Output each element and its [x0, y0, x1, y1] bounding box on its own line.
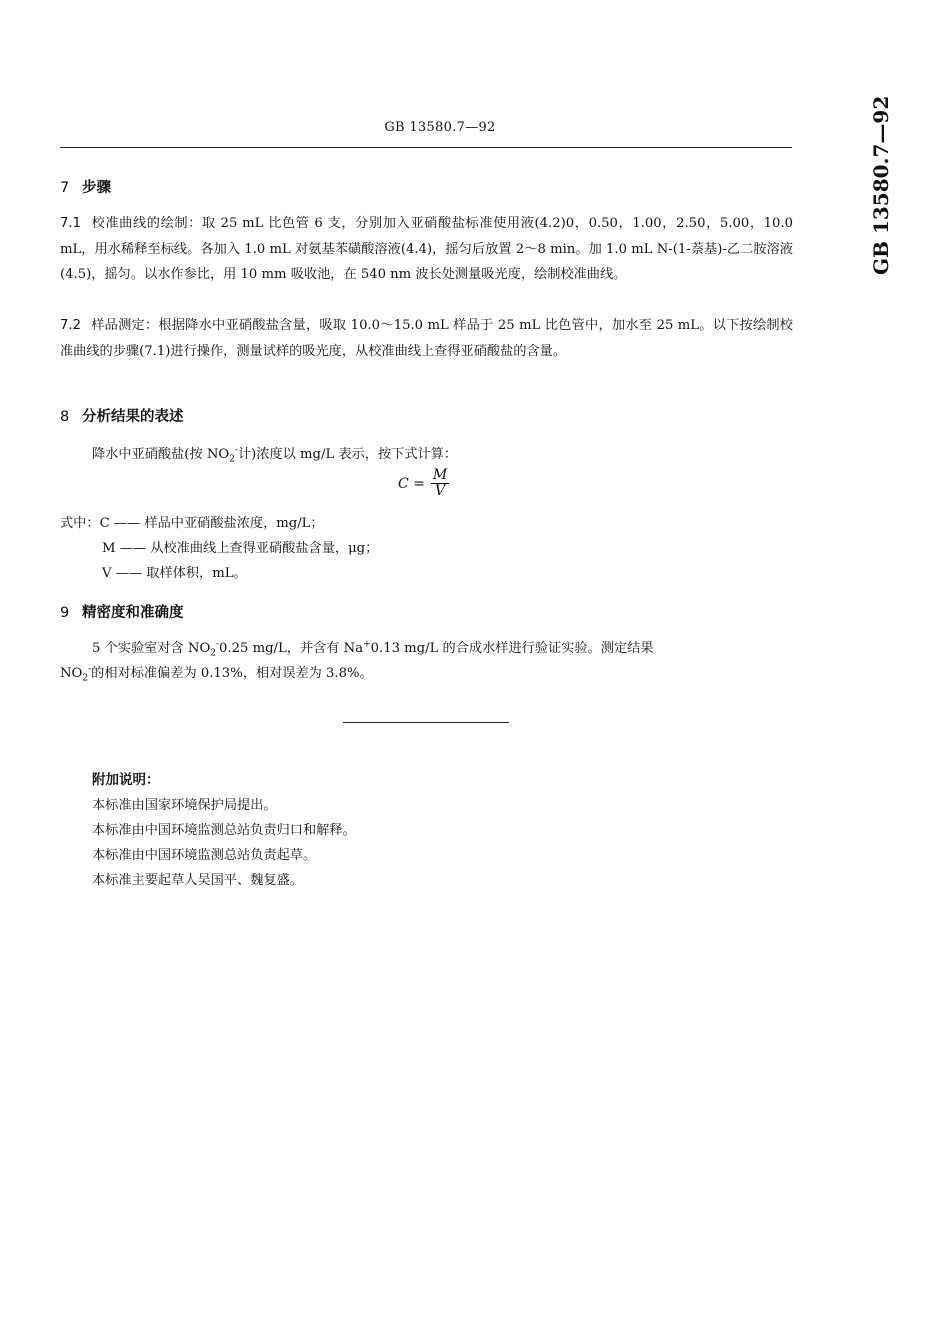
- header-divider: [60, 147, 792, 148]
- definition-c: 式中：C —— 样品中亚硝酸盐浓度，mg/L；: [60, 516, 324, 531]
- section-9-heading: [60, 601, 184, 622]
- section-8-intro: 降水中亚硝酸盐(按 $NO_2^-$计)浓度以 mg/L 表示，按下式计算：: [92, 445, 458, 465]
- section-number: 7: [60, 180, 70, 196]
- section-8-heading: [60, 405, 184, 426]
- end-divider: [343, 722, 509, 723]
- paragraph-7-1: [60, 211, 793, 288]
- section-title: 步骤: [82, 180, 111, 196]
- section-title: 精密度和准确度: [82, 605, 184, 621]
- section-9-line-2: $NO_2^-$的相对标准偏差为 0.13%，相对误差为 3.8%。: [60, 664, 373, 684]
- side-standard-code: GB 13580.7—92: [869, 95, 893, 275]
- note-item: 本标准主要起草人吴国平、魏复盛。: [92, 873, 303, 888]
- paragraph-number: 7.2: [60, 318, 81, 333]
- paragraph-text: 样品测定：根据降水中亚硝酸盐含量，吸取 10.0～15.0 mL 样品于 25 mL 比色管中，加水至 25 mL。以下按绘制校准曲线的步骤(7.1)进行操作，测量试样的吸光度，从校准曲线上查得亚硝酸盐的含量。: [60, 318, 793, 359]
- paragraph-text: 校准曲线的绘制：取 25 mL 比色管 6 支，分别加入亚硝酸盐标准使用液(4.2)0，0.50，1.00，2.50，5.00，10.0 mL，用水稀释至标线。各加入 1.0 mL 对氨基苯磺酸溶液(4.4)，摇匀后放置 2～8 min。加 1.0 mL N-(1-萘基)-乙二胺溶液(4.5)，摇匀。以水作参比，用 10 mm 吸收池，在 540 nm 波长处测量吸光度，绘制校准曲线。: [60, 216, 793, 282]
- section-title: 分析结果的表述: [82, 409, 184, 425]
- paragraph-7-2: [60, 313, 793, 364]
- where-prefix: 式中：: [60, 516, 100, 531]
- formula-denominator: V: [435, 483, 446, 499]
- notes-title: 附加说明：: [92, 772, 160, 788]
- note-item: 本标准由国家环境保护局提出。: [92, 798, 277, 813]
- formula-numerator: M: [432, 467, 448, 483]
- definition-v: V —— 取样体积，mL。: [102, 566, 247, 581]
- formula-lhs: C =: [398, 475, 425, 492]
- section-9-line-1: 5 个实验室对含 $NO_2^-0.25$ mg/L，并含有 Na+0.13 mg/L 的合成水样进行验证实验。测定结果: [92, 639, 654, 659]
- concentration-formula: [398, 468, 449, 499]
- section-number: 8: [60, 409, 70, 425]
- header-standard-code: GB 13580.7—92: [384, 120, 496, 135]
- formula-fraction: [431, 468, 449, 499]
- paragraph-number: 7.1: [60, 216, 81, 231]
- section-7-heading: [60, 176, 111, 197]
- definition-m: M —— 从校准曲线上查得亚硝酸盐含量，μg；: [102, 541, 379, 556]
- note-item: 本标准由中国环境监测总站负责起草。: [92, 848, 317, 863]
- section-number: 9: [60, 605, 70, 621]
- note-item: 本标准由中国环境监测总站负责归口和解释。: [92, 823, 356, 838]
